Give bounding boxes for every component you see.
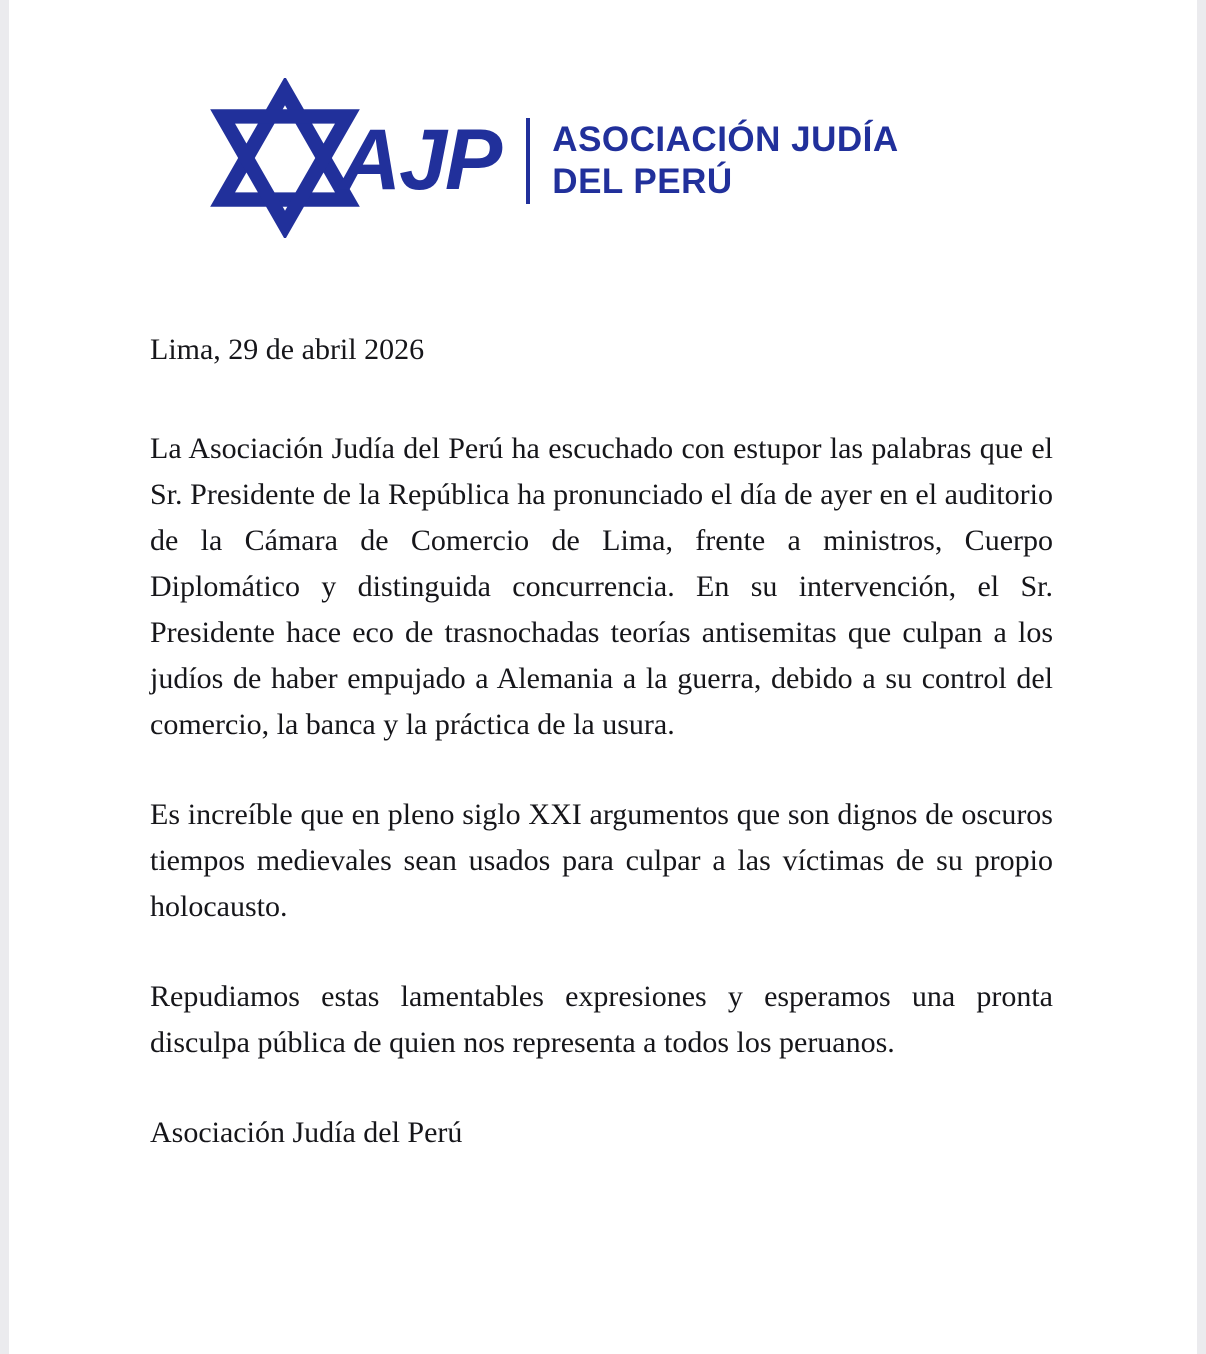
signature: Asociación Judía del Perú — [150, 1116, 463, 1149]
paragraph: Repudiamos estas lamentables expresiones y esperamos una pronta disculpa pública de quien nos representa a todos los peruanos. — [150, 980, 1053, 1059]
logo-org-name — [552, 119, 898, 203]
paragraph: La Asociación Judía del Perú ha escuchado con estupor las palabras que el Sr. Presidente de la República ha pronunciado el día de ayer en el auditorio de la Cámara de Comercio de Lima, frente a ministros, Cuerpo Diplomático y distinguida concurrencia. En su intervención, el Sr. Presidente hace eco de trasnochadas teorías antisemitas que culpan a los judíos de haber empujado a Alemania a la guerra, debido a su control del comercio, la banca y la práctica de la usura. — [150, 432, 1053, 741]
date-line: Lima, 29 de abril 2026 — [150, 333, 425, 366]
page-left-margin — [0, 0, 9, 1354]
logo-divider — [526, 118, 530, 204]
letter-body — [150, 330, 1053, 1156]
paragraph: Es increíble que en pleno siglo XXI argumentos que son dignos de oscuros tiempos medievales sean usados para culpar a las víctimas de su propio holocausto. — [150, 798, 1053, 923]
logo-org-line-2: DEL PERÚ — [552, 162, 733, 201]
logo-acronym: AJP — [339, 112, 501, 208]
page-right-margin — [1197, 0, 1206, 1354]
letterhead — [205, 78, 899, 238]
logo-org-line-1: ASOCIACIÓN JUDÍA — [552, 120, 899, 159]
